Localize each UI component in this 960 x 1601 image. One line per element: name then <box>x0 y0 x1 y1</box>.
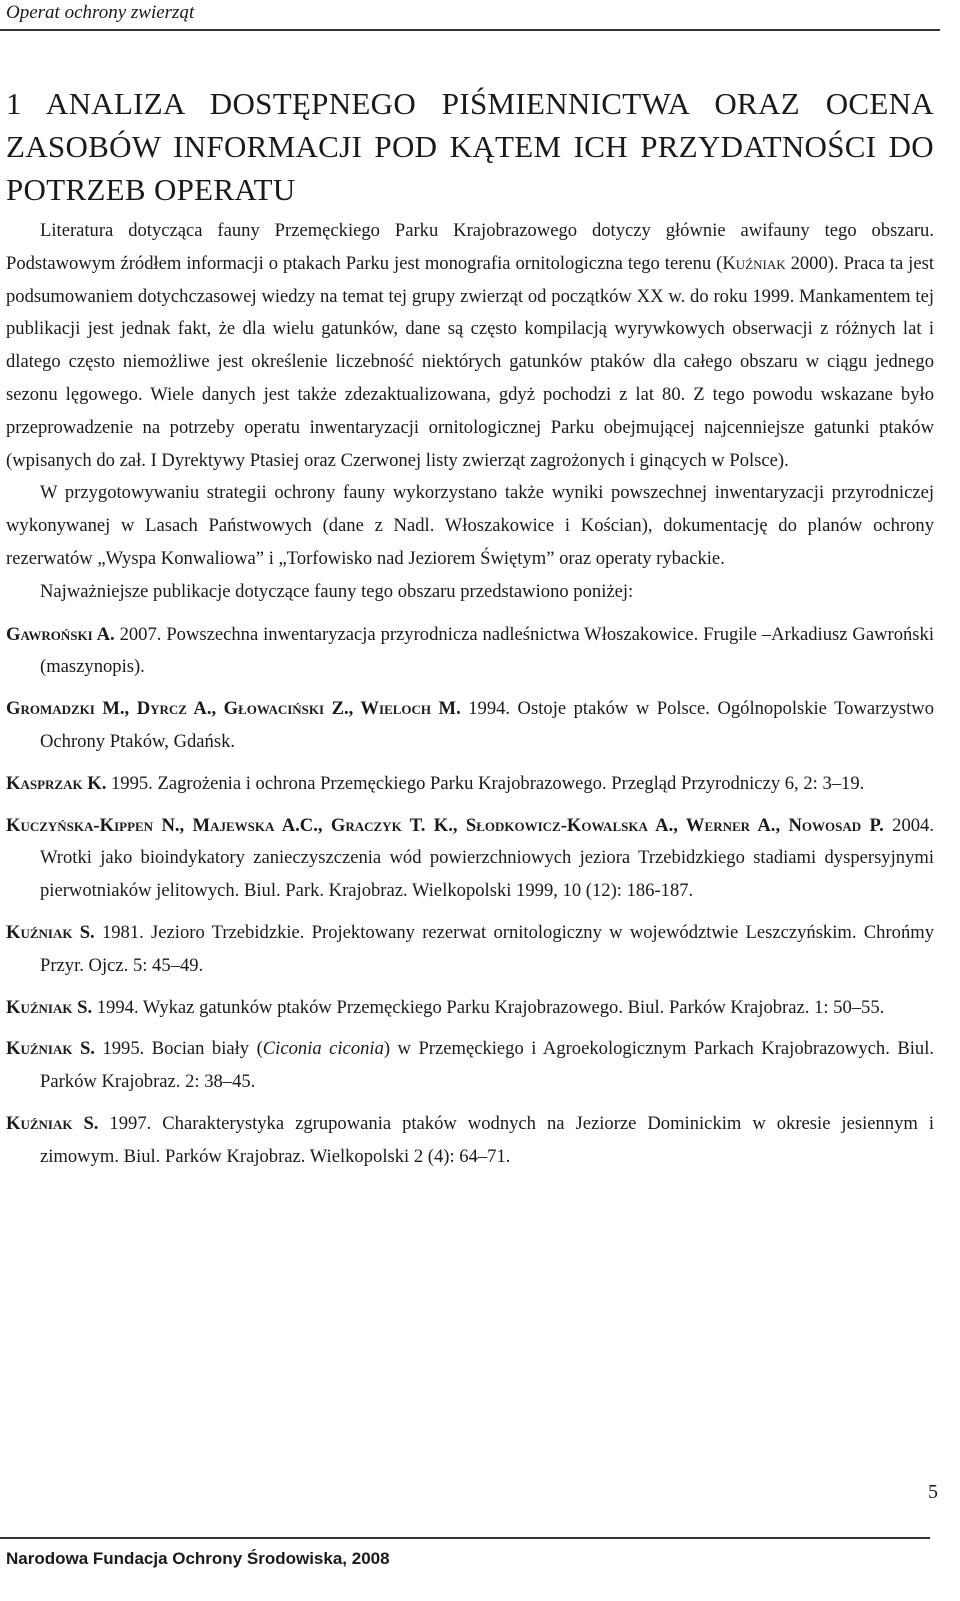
footer-text: Narodowa Fundacja Ochrony Środowiska, 2008 <box>6 1549 390 1568</box>
reference-authors: Kasprzak K. <box>6 772 107 794</box>
cited-author: Kuźniak <box>722 252 786 274</box>
reference-text: 1994. Ostoje ptaków w Polsce. Ogólnopolskie Towarzystwo Ochrony Ptaków, Gdańsk. <box>40 698 935 752</box>
reference-text: 1995. Bocian biały ( <box>94 1038 263 1060</box>
footer-divider <box>0 1537 930 1539</box>
running-header: Operat ochrony zwierząt <box>6 2 195 23</box>
reference-item <box>6 810 934 908</box>
paragraph-sources: W przygotowywaniu strategii ochrony fauny wykorzystano także wyniki powszechnej inwentaryzacji przyrodniczej wykonywanej w Lasach Państwowych (dane z Nadl. Włoszakowice i Kościan), dokumentację do planów ochrony rezerwatów „Wyspa Konwaliowa” i „Torfowisko nad Jeziorem Świętym” oraz operaty rybackie. <box>6 482 934 569</box>
species-name: Ciconia ciconia <box>262 1038 384 1060</box>
page-number: 5 <box>928 1481 938 1503</box>
reference-item <box>6 693 934 759</box>
reference-item <box>6 1108 934 1174</box>
section-heading: 1 ANALIZA DOSTĘPNEGO PIŚMIENNICTWA ORAZ OCENA ZASOBÓW INFORMACJI POD KĄTEM ICH PRZYDATNOŚCI DO POTRZEB OPERATU <box>6 86 934 207</box>
reference-item <box>6 917 934 983</box>
reference-text: ) w Przemęckiego i Agroekologicznym Parkach Krajobrazowych. Biul. Parków Krajobraz. 2: 38–45. <box>40 1038 935 1093</box>
reference-authors: Kuźniak S. <box>6 1112 99 1134</box>
reference-authors: Gawroński A. <box>6 623 115 645</box>
reference-item <box>6 619 934 685</box>
paragraph-literature-overview <box>6 215 934 477</box>
reference-authors: Gromadzki M., Dyrcz A., Głowaciński Z., Wieloch M. <box>6 698 461 720</box>
paragraph-text: 2000). Praca ta jest podsumowaniem dotychczasowej wiedzy na temat tej grupy zwierząt od początków XX w. do roku 1999. Mankamentem tej publikacji jest jednak fakt, że dla wielu gatunków, dane są często kompilacją wyrywkowych obserwacji z różnych lat i dlatego często niemożliwe jest określenie liczebność niektórych gatunków ptaków dla całego obszaru w ciągu jednego sezonu lęgowego. Wiele danych jest także zdezaktualizowana, gdyż pochodzi z lat 80. Z tego powodu wskazane było przeprowadzenie na potrzeby operatu inwentaryzacji ornitologicznej Parku obejmującej najcenniejsze gatunki ptaków (wpisanych do zał. I Dyrektywy Ptasiej oraz Czerwonej listy zwierząt zagrożonych i ginących w Polsce). <box>6 252 934 471</box>
header-divider <box>0 29 940 31</box>
page-content <box>6 82 934 1174</box>
paragraph-text: Literatura dotycząca fauny Przemęckiego Parku Krajobrazowego dotyczy głównie awifauny tego obszaru. Podstawowym źródłem informacji o ptakach Parku jest monografia ornitologiczna tego terenu ( <box>6 220 934 274</box>
reference-authors: Kuczyńska-Kippen N., Majewska A.C., Graczyk T. K., Słodkowicz-Kowalska A., Werner A., Nowosad P. <box>6 814 884 836</box>
reference-text: 2004. Wrotki jako bioindykatory zanieczyszczenia wód powierzchniowych jeziora Trzebidzkiego stadiami dyspersyjnymi pierwotniaków jelitowych. Biul. Park. Krajobraz. Wielkopolski 1999, 10 (12): 186-187. <box>40 814 934 902</box>
reference-authors: Kuźniak S. <box>6 996 93 1018</box>
reference-item <box>6 768 934 801</box>
reference-authors: Kuźniak S. <box>6 921 95 943</box>
reference-authors: Kuźniak S. <box>6 1038 95 1060</box>
reference-text: 1995. Zagrożenia i ochrona Przemęckiego Parku Krajobrazowego. Przegląd Przyrodniczy 6, 2: 3–19. <box>106 772 865 794</box>
reference-text: 1997. Charakterystyka zgrupowania ptaków wodnych na Jeziorze Dominickim w okresie jesiennym i zimowym. Biul. Parków Krajobraz. Wielkopolski 2 (4): 64–71. <box>40 1112 935 1167</box>
reference-text: 1994. Wykaz gatunków ptaków Przemęckiego Parku Krajobrazowego. Biul. Parków Krajobraz. 1: 50–55. <box>92 996 885 1018</box>
paragraph-publications-intro: Najważniejsze publikacje dotyczące fauny tego obszaru przedstawiono poniżej: <box>40 580 634 602</box>
reference-text: 1981. Jezioro Trzebidzkie. Projektowany rezerwat ornitologiczny w województwie Leszczyńskim. Chrońmy Przyr. Ojcz. 5: 45–49. <box>40 921 935 976</box>
reference-item <box>6 992 934 1025</box>
reference-text: 2007. Powszechna inwentaryzacja przyrodnicza nadleśnictwa Włoszakowice. Frugile –Arkadiusz Gawroński (maszynopis). <box>40 623 934 678</box>
reference-item <box>6 1033 934 1099</box>
